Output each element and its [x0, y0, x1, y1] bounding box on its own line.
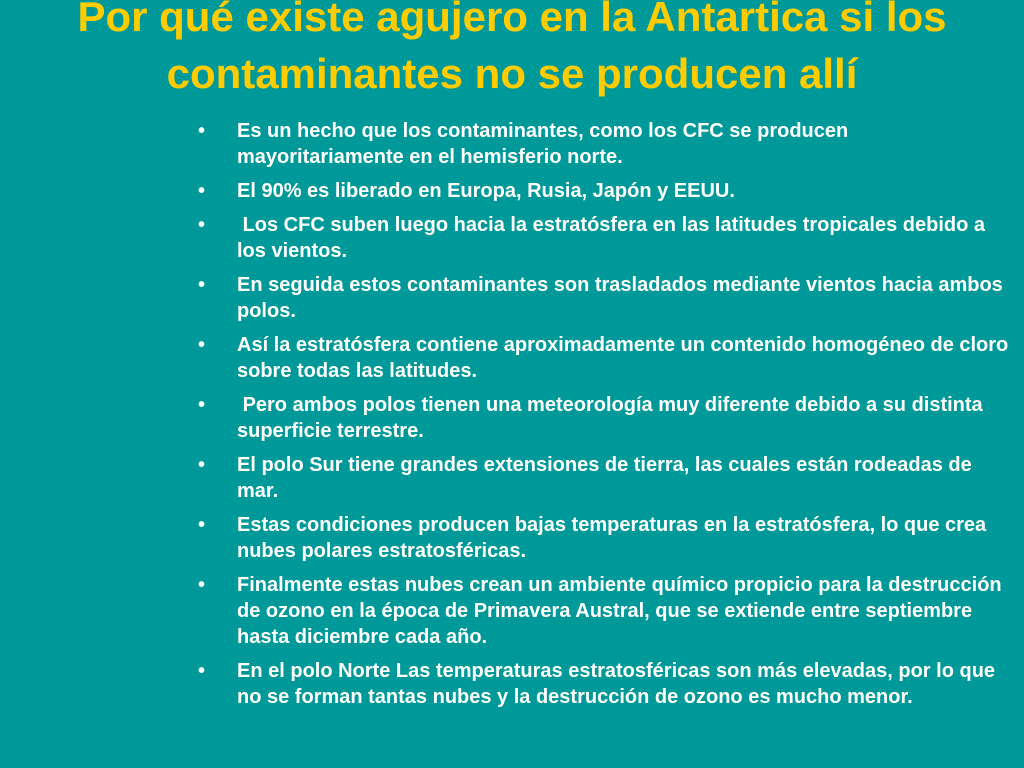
- bullet-marker: •: [198, 514, 206, 536]
- bullet-text: Los CFC suben luego hacia la estratósfera en las latitudes tropicales debido a los vientos.: [237, 214, 991, 262]
- bullet-list: [196, 118, 1016, 718]
- bullet-marker: •: [198, 274, 206, 296]
- bullet-item: [196, 572, 1016, 650]
- bullet-marker: •: [198, 574, 206, 596]
- bullet-item: [196, 392, 1016, 444]
- bullet-item: [196, 512, 1016, 564]
- bullet-text: En el polo Norte Las temperaturas estratosféricas son más elevadas, por lo que no se forman tantas nubes y la destrucción de ozono es mucho menor.: [237, 660, 1001, 708]
- bullet-item: [196, 452, 1016, 504]
- bullet-item: [196, 332, 1016, 384]
- slide-title: Por qué existe agujero en la Antartica si los contaminantes no se producen allí: [77, 0, 947, 97]
- bullet-marker: •: [198, 394, 206, 416]
- bullet-text: Finalmente estas nubes crean un ambiente químico propicio para la destrucción de ozono en la época de Primavera Austral, que se extiende entre septiembre hasta diciembre cada año.: [237, 574, 1008, 648]
- bullet-marker: •: [198, 180, 206, 202]
- bullet-text: Pero ambos polos tienen una meteorología muy diferente debido a su distinta superficie terrestre.: [237, 394, 989, 442]
- bullet-text: El 90% es liberado en Europa, Rusia, Japón y EEUU.: [237, 180, 735, 202]
- bullet-text: Es un hecho que los contaminantes, como los CFC se producen mayoritariamente en el hemisferio norte.: [237, 120, 854, 168]
- bullet-text: Así la estratósfera contiene aproximadamente un contenido homogéneo de cloro sobre todas las latitudes.: [237, 334, 1014, 382]
- bullet-text: El polo Sur tiene grandes extensiones de tierra, las cuales están rodeadas de mar.: [237, 454, 978, 502]
- bullet-marker: •: [198, 454, 206, 476]
- bullet-text: En seguida estos contaminantes son trasladados mediante vientos hacia ambos polos.: [237, 274, 1009, 322]
- bullet-text: Estas condiciones producen bajas temperaturas en la estratósfera, lo que crea nubes polares estratosféricas.: [237, 514, 992, 562]
- bullet-marker: •: [198, 334, 206, 356]
- bullet-item: [196, 118, 1016, 170]
- bullet-marker: •: [198, 660, 206, 682]
- bullet-item: [196, 272, 1016, 324]
- bullet-item: [196, 212, 1016, 264]
- bullet-item: [196, 178, 1016, 204]
- bullet-marker: •: [198, 120, 206, 142]
- bullet-item: [196, 658, 1016, 710]
- bullet-marker: •: [198, 214, 206, 236]
